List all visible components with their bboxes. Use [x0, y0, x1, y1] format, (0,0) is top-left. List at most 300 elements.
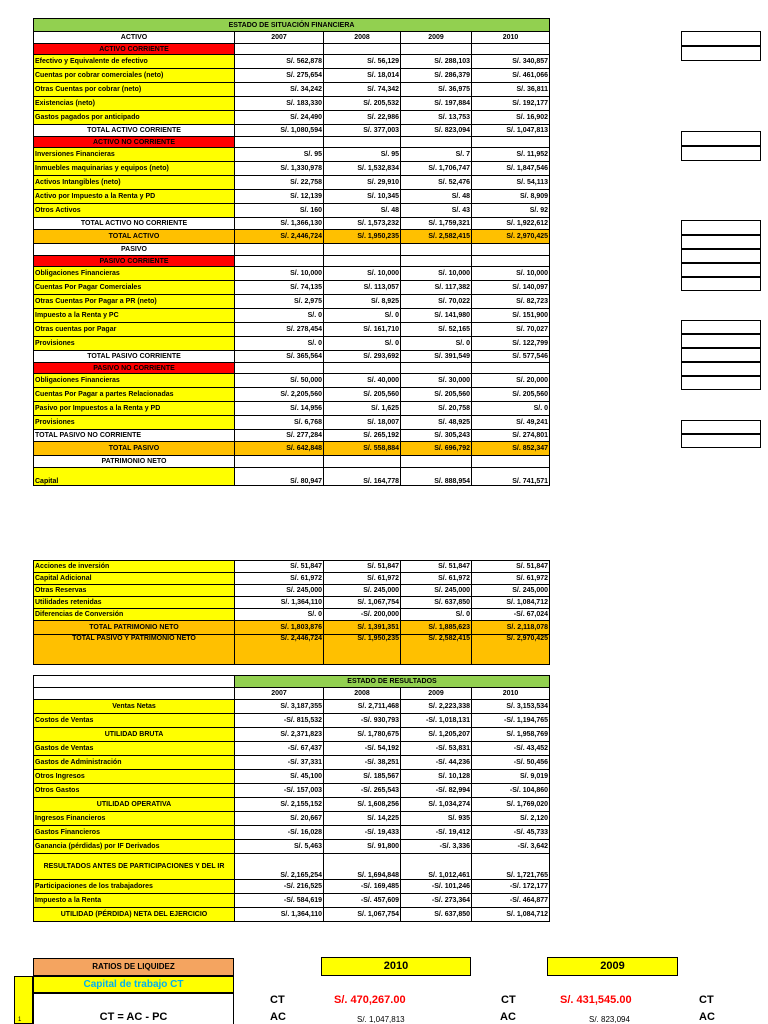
- right-box: [681, 131, 761, 146]
- row-value: S/. 2,205,560: [235, 388, 324, 402]
- row-value: S/. 82,723: [472, 295, 550, 309]
- row-value: S/. 52,165: [401, 323, 472, 337]
- year-header: 2009: [401, 32, 472, 44]
- ct-value-2009: S/. 431,545.00: [560, 994, 632, 1006]
- year-header: 2010: [472, 32, 550, 44]
- row-value: -S/. 273,364: [401, 894, 472, 908]
- row-label: Activo por Impuesto a la Renta y PD: [34, 190, 235, 204]
- row-value: [472, 44, 550, 55]
- row-value: S/. 51,847: [235, 561, 324, 573]
- row-label: Cuentas Por Pagar Comerciales: [34, 281, 235, 295]
- row-value: -S/. 157,003: [235, 784, 324, 798]
- row-label: Otras Cuentas por cobrar (neto): [34, 83, 235, 97]
- ac-value-2009: S/. 823,094: [589, 1015, 630, 1024]
- income-title: ESTADO DE RESULTADOS: [235, 676, 550, 688]
- row-label: Capital Adicional: [34, 573, 235, 585]
- ct-label: CT: [501, 994, 516, 1006]
- row-value: -S/. 815,532: [235, 714, 324, 728]
- row-value: [401, 137, 472, 148]
- row-label: Otras Reservas: [34, 585, 235, 597]
- table-row: [34, 83, 550, 97]
- row-value: [401, 44, 472, 55]
- income-header-spacer: [34, 688, 235, 700]
- table-row: [34, 256, 550, 267]
- row-value: S/. 275,654: [235, 69, 324, 83]
- ac-label: AC: [270, 1011, 286, 1023]
- row-value: S/. 562,878: [235, 55, 324, 69]
- table-row: [34, 442, 550, 456]
- right-box: [681, 277, 761, 291]
- balance-title: ESTADO DE SITUACIÓN FINANCIERA: [34, 19, 550, 32]
- row-value: S/. 197,884: [401, 97, 472, 111]
- row-label: TOTAL PASIVO: [34, 442, 235, 456]
- row-value: S/. 11,952: [472, 148, 550, 162]
- row-value: -S/. 50,456: [472, 756, 550, 770]
- row-value: S/. 6,768: [235, 416, 324, 430]
- ct-formula-cell: CT = AC - PC: [33, 993, 234, 1024]
- row-label: Pasivo por Impuestos a la Renta y PD: [34, 402, 235, 416]
- table-row: [34, 908, 550, 922]
- row-label: TOTAL ACTIVO CORRIENTE: [34, 125, 235, 137]
- row-value: -S/. 38,251: [324, 756, 401, 770]
- table-row: [34, 585, 550, 597]
- row-value: -S/. 1,018,131: [401, 714, 472, 728]
- row-value: S/. 10,000: [235, 267, 324, 281]
- row-value: S/. 1,366,130: [235, 218, 324, 230]
- row-value: S/. 274,801: [472, 430, 550, 442]
- row-value: S/. 122,799: [472, 337, 550, 351]
- row-value: -S/. 101,246: [401, 880, 472, 894]
- balance-sheet-table: [33, 18, 550, 486]
- row-value: [472, 137, 550, 148]
- row-value: S/. 377,003: [324, 125, 401, 137]
- right-box: [681, 376, 761, 390]
- row-value: S/. 10,128: [401, 770, 472, 784]
- row-label: TOTAL ACTIVO: [34, 230, 235, 244]
- table-row: [34, 295, 550, 309]
- row-value: S/. 245,000: [324, 585, 401, 597]
- row-label: RESULTADOS ANTES DE PARTICIPACIONES Y DEL IR: [34, 854, 235, 880]
- row-label: Gastos de Ventas: [34, 742, 235, 756]
- row-value: S/. 80,947: [235, 468, 324, 486]
- row-value: S/. 16,902: [472, 111, 550, 125]
- table-row: [34, 363, 550, 374]
- row-value: -S/. 457,609: [324, 894, 401, 908]
- row-value: S/. 365,564: [235, 351, 324, 363]
- row-value: S/. 558,884: [324, 442, 401, 456]
- row-value: -S/. 19,433: [324, 826, 401, 840]
- row-value: S/. 2,223,338: [401, 700, 472, 714]
- row-value: [235, 363, 324, 374]
- table-row: [34, 176, 550, 190]
- row-value: -S/. 584,619: [235, 894, 324, 908]
- row-label: Impuesto a la Renta: [34, 894, 235, 908]
- row-value: S/. 2,975: [235, 295, 324, 309]
- row-value: S/. 61,972: [472, 573, 550, 585]
- row-value: S/. 29,910: [324, 176, 401, 190]
- row-value: S/. 0: [401, 609, 472, 621]
- balance-header-activo: ACTIVO: [34, 32, 235, 44]
- row-value: S/. 95: [235, 148, 324, 162]
- table-row: [34, 402, 550, 416]
- row-value: -S/. 216,525: [235, 880, 324, 894]
- row-label: PASIVO: [34, 244, 235, 256]
- row-label: Activos Intangibles (neto): [34, 176, 235, 190]
- row-value: S/. 1,067,754: [324, 597, 401, 609]
- row-value: S/. 10,000: [472, 267, 550, 281]
- row-label: Inmuebles maquinarias y equipos (neto): [34, 162, 235, 176]
- ratios-year-2009: 2009: [547, 957, 678, 976]
- table-row: [34, 69, 550, 83]
- row-value: S/. 70,027: [472, 323, 550, 337]
- row-value: S/. 1,721,765: [472, 854, 550, 880]
- table-row: [34, 416, 550, 430]
- year-header: 2008: [324, 32, 401, 44]
- row-label: Obligaciones Financieras: [34, 267, 235, 281]
- ratio-row-number: 1: [14, 976, 33, 1024]
- row-label: TOTAL PASIVO Y PATRIMONIO NETO: [34, 635, 235, 665]
- row-value: [324, 44, 401, 55]
- row-label: Otros Activos: [34, 204, 235, 218]
- row-value: S/. 161,710: [324, 323, 401, 337]
- row-value: S/. 2,446,724: [235, 635, 324, 665]
- row-value: S/. 117,382: [401, 281, 472, 295]
- table-row: [34, 190, 550, 204]
- row-value: -S/. 45,733: [472, 826, 550, 840]
- row-value: S/. 0: [324, 309, 401, 323]
- table-row: [34, 798, 550, 812]
- row-value: S/. 293,692: [324, 351, 401, 363]
- row-value: S/. 0: [401, 337, 472, 351]
- row-value: S/. 741,571: [472, 468, 550, 486]
- row-value: S/. 2,582,415: [401, 230, 472, 244]
- row-label: UTILIDAD BRUTA: [34, 728, 235, 742]
- table-row: [34, 468, 550, 486]
- row-value: S/. 823,094: [401, 125, 472, 137]
- row-value: S/. 1,330,978: [235, 162, 324, 176]
- row-value: S/. 1,084,712: [472, 908, 550, 922]
- right-box: [681, 220, 761, 235]
- table-row: [34, 812, 550, 826]
- row-value: [401, 256, 472, 267]
- row-value: S/. 14,225: [324, 812, 401, 826]
- row-value: S/. 0: [472, 402, 550, 416]
- table-row: [34, 97, 550, 111]
- row-value: S/. 5,463: [235, 840, 324, 854]
- year-header: 2007: [235, 688, 324, 700]
- row-value: [401, 456, 472, 468]
- row-value: S/. 1,706,747: [401, 162, 472, 176]
- table-row: [34, 162, 550, 176]
- row-value: S/. 43: [401, 204, 472, 218]
- row-value: S/. 696,792: [401, 442, 472, 456]
- row-value: S/. 1,958,769: [472, 728, 550, 742]
- table-row: [34, 573, 550, 585]
- row-value: S/. 164,778: [324, 468, 401, 486]
- table-row: [34, 430, 550, 442]
- row-value: S/. 1,084,712: [472, 597, 550, 609]
- row-value: S/. 245,000: [472, 585, 550, 597]
- row-label: Ganancia (pérdidas) por IF Derivados: [34, 840, 235, 854]
- row-value: S/. 1,803,876: [235, 621, 324, 635]
- row-label: UTILIDAD OPERATIVA: [34, 798, 235, 812]
- row-value: -S/. 67,437: [235, 742, 324, 756]
- row-value: S/. 935: [401, 812, 472, 826]
- row-value: S/. 30,000: [401, 374, 472, 388]
- ac-label: AC: [500, 1011, 516, 1023]
- row-value: [472, 244, 550, 256]
- row-value: S/. 51,847: [401, 561, 472, 573]
- row-value: S/. 1,012,461: [401, 854, 472, 880]
- row-value: S/. 2,155,152: [235, 798, 324, 812]
- table-row: [34, 148, 550, 162]
- row-value: S/. 48: [324, 204, 401, 218]
- row-value: -S/. 44,236: [401, 756, 472, 770]
- row-value: S/. 91,800: [324, 840, 401, 854]
- row-value: S/. 54,113: [472, 176, 550, 190]
- year-header: 2008: [324, 688, 401, 700]
- row-label: Utilidades retenidas: [34, 597, 235, 609]
- row-value: -S/. 3,336: [401, 840, 472, 854]
- row-value: [401, 363, 472, 374]
- table-row: [34, 55, 550, 69]
- row-label: TOTAL ACTIVO NO CORRIENTE: [34, 218, 235, 230]
- row-value: -S/. 3,642: [472, 840, 550, 854]
- row-value: S/. 45,100: [235, 770, 324, 784]
- row-value: [472, 256, 550, 267]
- row-value: S/. 245,000: [235, 585, 324, 597]
- row-value: S/. 192,177: [472, 97, 550, 111]
- row-value: S/. 2,711,468: [324, 700, 401, 714]
- row-label: Cuentas por cobrar comerciales (neto): [34, 69, 235, 83]
- row-value: S/. 2,582,415: [401, 635, 472, 665]
- row-value: S/. 1,694,848: [324, 854, 401, 880]
- row-value: S/. 183,330: [235, 97, 324, 111]
- row-label: PASIVO NO CORRIENTE: [34, 363, 235, 374]
- row-value: S/. 74,342: [324, 83, 401, 97]
- table-row: [34, 374, 550, 388]
- row-label: Cuentas Por Pagar a partes Relacionadas: [34, 388, 235, 402]
- row-value: S/. 50,000: [235, 374, 324, 388]
- row-value: S/. 642,848: [235, 442, 324, 456]
- row-value: S/. 56,129: [324, 55, 401, 69]
- row-value: S/. 74,135: [235, 281, 324, 295]
- row-label: UTILIDAD (PÉRDIDA) NETA DEL EJERCICIO: [34, 908, 235, 922]
- row-value: S/. 1,067,754: [324, 908, 401, 922]
- row-value: S/. 20,758: [401, 402, 472, 416]
- table-row: [34, 244, 550, 256]
- row-value: S/. 2,446,724: [235, 230, 324, 244]
- right-box: [681, 362, 761, 376]
- row-value: S/. 61,972: [235, 573, 324, 585]
- row-label: Otras Cuentas Por Pagar a PR (neto): [34, 295, 235, 309]
- row-value: S/. 205,560: [401, 388, 472, 402]
- table-row: [34, 561, 550, 573]
- row-value: S/. 12,139: [235, 190, 324, 204]
- row-value: S/. 2,118,078: [472, 621, 550, 635]
- row-value: S/. 1,205,207: [401, 728, 472, 742]
- row-value: [324, 137, 401, 148]
- right-box: [681, 146, 761, 161]
- row-value: S/. 1,034,274: [401, 798, 472, 812]
- row-value: S/. 10,000: [401, 267, 472, 281]
- row-value: S/. 22,986: [324, 111, 401, 125]
- right-box: [681, 249, 761, 263]
- table-row: [34, 714, 550, 728]
- row-value: S/. 10,345: [324, 190, 401, 204]
- row-value: S/. 2,165,254: [235, 854, 324, 880]
- equity-table: [33, 560, 550, 665]
- table-row: [34, 204, 550, 218]
- row-value: S/. 637,850: [401, 597, 472, 609]
- row-value: S/. 140,097: [472, 281, 550, 295]
- row-value: S/. 1,780,675: [324, 728, 401, 742]
- table-row: [34, 742, 550, 756]
- ac-value-2010: S/. 1,047,813: [357, 1015, 405, 1024]
- table-row: [34, 826, 550, 840]
- row-value: S/. 113,057: [324, 281, 401, 295]
- row-label: Gastos de Administración: [34, 756, 235, 770]
- row-value: S/. 1,769,020: [472, 798, 550, 812]
- row-value: [235, 456, 324, 468]
- row-value: S/. 48: [401, 190, 472, 204]
- table-row: [34, 635, 550, 665]
- table-row: [34, 840, 550, 854]
- table-row: [34, 230, 550, 244]
- row-value: S/. 40,000: [324, 374, 401, 388]
- row-value: S/. 22,758: [235, 176, 324, 190]
- right-box: [681, 420, 761, 434]
- row-value: S/. 36,975: [401, 83, 472, 97]
- row-value: S/. 24,490: [235, 111, 324, 125]
- row-value: S/. 245,000: [401, 585, 472, 597]
- row-value: S/. 391,549: [401, 351, 472, 363]
- income-title-spacer: [34, 676, 235, 688]
- row-value: S/. 286,379: [401, 69, 472, 83]
- row-value: S/. 1,047,813: [472, 125, 550, 137]
- row-value: S/. 51,847: [324, 561, 401, 573]
- row-value: S/. 637,850: [401, 908, 472, 922]
- table-row: [34, 218, 550, 230]
- row-value: S/. 49,241: [472, 416, 550, 430]
- row-value: S/. 1,625: [324, 402, 401, 416]
- table-row: [34, 597, 550, 609]
- row-value: -S/. 1,194,765: [472, 714, 550, 728]
- right-box: [681, 46, 761, 61]
- table-row: [34, 456, 550, 468]
- row-value: S/. 92: [472, 204, 550, 218]
- row-value: [324, 363, 401, 374]
- table-row: [34, 351, 550, 363]
- right-box: [681, 348, 761, 362]
- row-value: -S/. 104,860: [472, 784, 550, 798]
- row-value: S/. 61,972: [401, 573, 472, 585]
- table-row: [34, 337, 550, 351]
- row-label: Gastos Financieros: [34, 826, 235, 840]
- table-row: [34, 309, 550, 323]
- row-value: -S/. 200,000: [324, 609, 401, 621]
- right-box: [681, 263, 761, 277]
- row-value: S/. 8,925: [324, 295, 401, 309]
- table-row: [34, 700, 550, 714]
- ct-title: Capital de trabajo CT: [33, 976, 234, 993]
- row-value: S/. 461,066: [472, 69, 550, 83]
- table-row: [34, 784, 550, 798]
- row-label: Diferencias de Conversión: [34, 609, 235, 621]
- row-value: S/. 10,000: [324, 267, 401, 281]
- row-value: S/. 7: [401, 148, 472, 162]
- table-row: [34, 728, 550, 742]
- table-row: [34, 281, 550, 295]
- row-value: S/. 1,759,321: [401, 218, 472, 230]
- row-value: -S/. 67,024: [472, 609, 550, 621]
- row-value: S/. 1,885,623: [401, 621, 472, 635]
- row-value: [235, 256, 324, 267]
- table-row: [34, 621, 550, 635]
- table-row: [34, 854, 550, 880]
- row-value: S/. 2,371,823: [235, 728, 324, 742]
- row-value: -S/. 37,331: [235, 756, 324, 770]
- row-value: [235, 137, 324, 148]
- row-value: S/. 1,364,110: [235, 597, 324, 609]
- row-label: Efectivo y Equivalente de efectivo: [34, 55, 235, 69]
- row-label: TOTAL PASIVO CORRIENTE: [34, 351, 235, 363]
- row-value: S/. 52,476: [401, 176, 472, 190]
- row-value: S/. 1,080,594: [235, 125, 324, 137]
- ratios-title: RATIOS DE LIQUIDEZ: [33, 958, 234, 976]
- row-value: S/. 1,532,834: [324, 162, 401, 176]
- right-box: [681, 320, 761, 334]
- row-value: S/. 2,120: [472, 812, 550, 826]
- row-label: Otros Gastos: [34, 784, 235, 798]
- income-statement-table: [33, 675, 550, 922]
- row-value: S/. 1,573,232: [324, 218, 401, 230]
- table-row: [34, 880, 550, 894]
- row-value: -S/. 53,831: [401, 742, 472, 756]
- ct-label: CT: [270, 994, 285, 1006]
- row-value: S/. 36,811: [472, 83, 550, 97]
- row-label: Existencias (neto): [34, 97, 235, 111]
- row-value: S/. 95: [324, 148, 401, 162]
- row-value: S/. 51,847: [472, 561, 550, 573]
- row-label: Participaciones de los trabajadores: [34, 880, 235, 894]
- table-row: [34, 125, 550, 137]
- row-value: S/. 1,950,235: [324, 230, 401, 244]
- row-value: S/. 1,950,235: [324, 635, 401, 665]
- row-value: -S/. 464,877: [472, 894, 550, 908]
- row-value: S/. 9,019: [472, 770, 550, 784]
- row-value: S/. 2,970,425: [472, 635, 550, 665]
- row-value: S/. 70,022: [401, 295, 472, 309]
- row-label: PASIVO CORRIENTE: [34, 256, 235, 267]
- row-label: Obligaciones Financieras: [34, 374, 235, 388]
- row-value: S/. 2,970,425: [472, 230, 550, 244]
- ac-label: AC: [699, 1011, 715, 1023]
- row-value: S/. 340,857: [472, 55, 550, 69]
- row-value: S/. 0: [324, 337, 401, 351]
- table-row: [34, 388, 550, 402]
- row-value: S/. 160: [235, 204, 324, 218]
- row-value: S/. 205,532: [324, 97, 401, 111]
- row-label: TOTAL PASIVO NO CORRIENTE: [34, 430, 235, 442]
- ct-label: CT: [699, 994, 714, 1006]
- row-label: Gastos pagados por anticipado: [34, 111, 235, 125]
- row-label: Ventas Netas: [34, 700, 235, 714]
- row-label: Inversiones Financieras: [34, 148, 235, 162]
- row-value: S/. 278,454: [235, 323, 324, 337]
- row-label: Otras cuentas por Pagar: [34, 323, 235, 337]
- ct-value-2010: S/. 470,267.00: [334, 994, 406, 1006]
